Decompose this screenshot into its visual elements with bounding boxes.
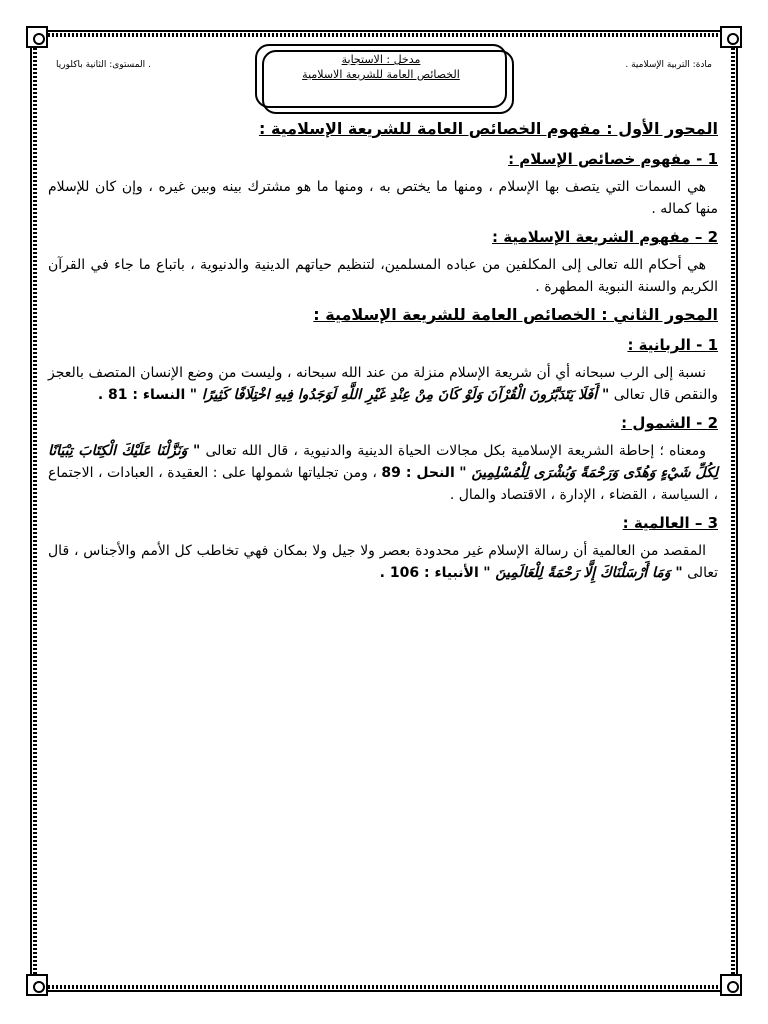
axis2-section3-quote: " وَمَا أَرْسَلْنَاكَ إِلَّا رَحْمَةً لِلْعَالَمِينَ " — [483, 565, 683, 581]
level-label: المستوى: الثانية باكلوريا . — [56, 60, 151, 70]
subject-label: مادة: التربية الإسلامية . — [625, 60, 712, 70]
axis2-section2-paragraph — [48, 440, 718, 506]
axis2-section3-text: المقصد من العالمية أن رسالة الإسلام غير محدودة بعصر ولا جيل ولا بمكان فهي تخاطب كل الأمم والأجناس ، قال تعالى — [48, 543, 718, 581]
axis2-section1-title: 1 - الربانية : — [627, 336, 718, 354]
border-stripe-top — [44, 33, 724, 37]
axis1-title: المحور الأول : مفهوم الخصائص العامة للشريعة الإسلامية : — [258, 119, 718, 138]
corner-ornament-bottom-left — [26, 974, 48, 996]
axis2-section2-text-a: ومعناه ؛ إحاطة الشريعة الإسلامية بكل مجالات الحياة الدينية والدنيوية ، قال الله تعالى — [205, 443, 707, 459]
axis2-section3-title: 3 – العالمية : — [622, 514, 718, 532]
document-body — [48, 118, 718, 590]
axis2-section1-ref: النساء : 81 . — [97, 387, 186, 403]
corner-ornament-top-left — [26, 26, 48, 48]
border-stripe-bottom — [44, 985, 724, 989]
title-box — [255, 44, 507, 108]
axis2-section2-title: 2 - الشمول : — [621, 414, 718, 432]
axis2-section2-text-b: ، ومن تجلياتها شمولها على : العقيدة ، العبادات ، الاجتماع ، السياسة ، القضاء ، الإدارة ، الاقتصاد والمال . — [48, 465, 718, 503]
title-line-1: مدخل : الاستجابة — [341, 53, 421, 66]
corner-ornament-top-right — [720, 26, 742, 48]
border-stripe-left — [33, 44, 37, 984]
title-line-2: الخصائص العامة للشريعة الاسلامية — [302, 68, 460, 81]
axis1-section2-text: هي أحكام الله تعالى إلى المكلفين من عباده المسلمين، لتنظيم حياتهم الدينية والدنيوية ، باتباع ما جاء في القرآن الكريم والسنة النبوية المطهرة . — [48, 257, 718, 295]
axis2-section3-ref: الأنبياء : 106 . — [379, 565, 479, 581]
axis2-title: المحور الثاني : الخصائص العامة للشريعة الإسلامية : — [313, 305, 718, 324]
axis2-section2-quote: " وَنَزَّلْنَا عَلَيْكَ الْكِتَابَ تِبْيَانًا لِكُلِّ شَيْءٍ وَهُدًى وَرَحْمَةً وَبُشْرَى لِلْمُسْلِمِينَ " — [48, 443, 718, 481]
axis2-section1-paragraph — [48, 362, 718, 406]
axis1-section1-text: هي السمات التي يتصف بها الإسلام ، ومنها ما يختص به ، ومنها ما هو مشترك بينه وبين غيره ، وإن كان للإسلام منها كماله . — [48, 179, 718, 217]
border-stripe-right — [731, 44, 735, 984]
corner-ornament-bottom-right — [720, 974, 742, 996]
axis1-section1-title: 1 - مفهوم خصائص الإسلام : — [508, 150, 718, 168]
axis1-section2-title: 2 – مفهوم الشريعة الإسلامية : — [492, 228, 718, 246]
axis2-section1-quote: " أَفَلَا يَتَدَبَّرُونَ الْقُرْآنَ وَلَوْ كَانَ مِنْ عِنْدِ غَيْرِ اللَّهِ لَوَجَدُوا فِيهِ اخْتِلَافًا كَثِيرًا " — [189, 387, 610, 403]
axis2-section2-ref: النحل : 89 — [381, 465, 455, 481]
axis2-section3-paragraph — [48, 540, 718, 584]
axis2-section1-text: نسبة إلى الرب سبحانه أي أن شريعة الإسلام منزلة من عند الله سبحانه ، وليست من وضع الإنسان المتصف بالعجز والنقص قال تعالى — [48, 365, 718, 403]
